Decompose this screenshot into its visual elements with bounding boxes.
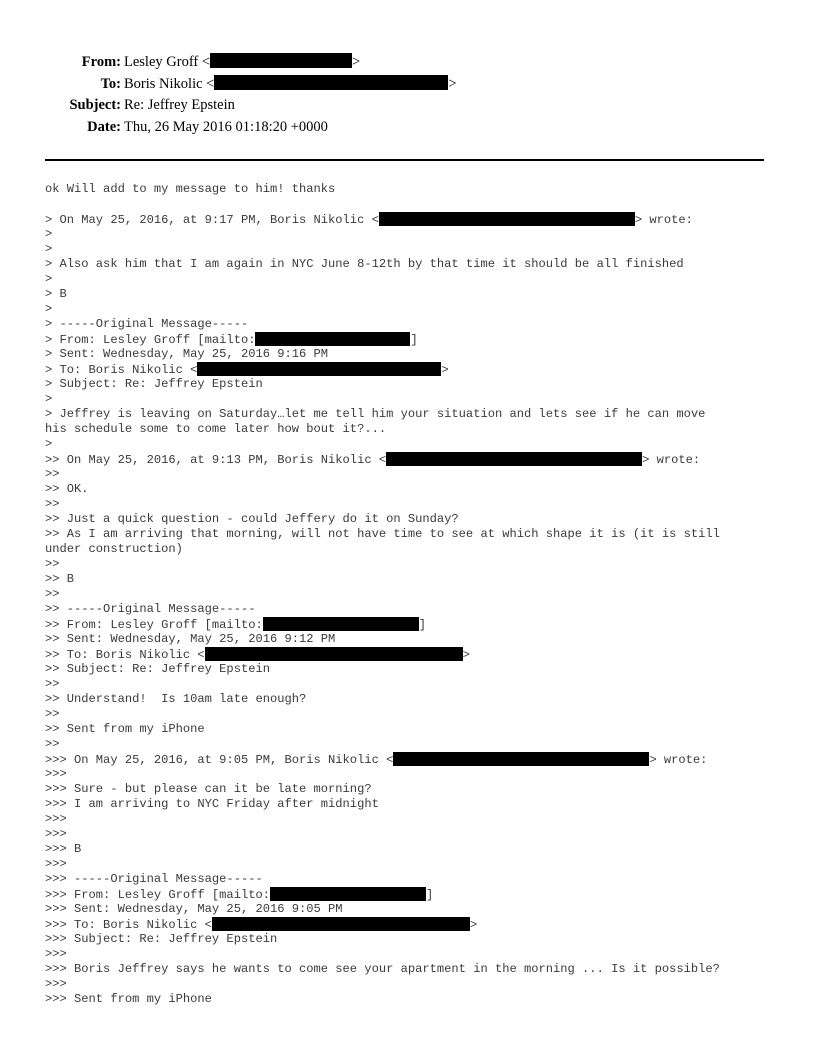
redaction-box <box>263 617 419 631</box>
body-line: > <box>45 302 53 316</box>
body-line: >>> <box>45 947 67 961</box>
redaction-box <box>386 452 642 466</box>
body-line: >>> Sent from my iPhone <box>45 992 212 1006</box>
quote-header-line: > On May 25, 2016, at 9:17 PM, Boris Nikolic < > wrote: <box>45 213 693 227</box>
body-line: >> <box>45 677 60 691</box>
body-line: > Sent: Wednesday, May 25, 2016 9:16 PM <box>45 347 329 361</box>
body-line: >>> Sure - but please can it be late morning? <box>45 782 372 796</box>
body-line: >> <box>45 467 60 481</box>
body-line: >> <box>45 587 60 601</box>
to-label: To: <box>100 75 121 92</box>
redaction-box <box>210 53 352 68</box>
subject-label: Subject: <box>69 97 121 113</box>
date-label: Date: <box>87 118 121 135</box>
quoted-from-line: > From: Lesley Groff [mailto: ] <box>45 333 418 347</box>
body-line: >>> Sent: Wednesday, May 25, 2016 9:05 PM <box>45 902 343 916</box>
redaction-box <box>379 212 635 226</box>
email-body <box>45 182 785 1007</box>
body-line: >> Just a quick question - could Jeffery do it on Sunday? <box>45 512 459 526</box>
body-line: > <box>45 272 53 286</box>
quoted-to-line: >> To: Boris Nikolic < > <box>45 648 470 662</box>
body-line: >>> Boris Jeffrey says he wants to come see your apartment in the morning ... Is it possible? <box>45 962 720 976</box>
from-row <box>0 52 816 74</box>
body-line: >> OK. <box>45 482 89 496</box>
body-line: > Also ask him that I am again in NYC June 8-12th by that time it should be all finished <box>45 257 684 271</box>
body-line: >> Sent: Wednesday, May 25, 2016 9:12 PM <box>45 632 336 646</box>
body-line: >>> <box>45 827 67 841</box>
body-line: > Jeffrey is leaving on Saturday…let me tell him your situation and lets see if he can move <box>45 407 706 421</box>
body-line: >>> <box>45 767 67 781</box>
redaction-box <box>270 887 426 901</box>
body-line: > -----Original Message----- <box>45 317 249 331</box>
body-line: >> B <box>45 572 75 586</box>
quoted-from-line: >>> From: Lesley Groff [mailto: ] <box>45 888 434 902</box>
body-line: > <box>45 437 53 451</box>
body-line: > <box>45 392 53 406</box>
body-line: ok Will add to my message to him! thanks <box>45 182 336 196</box>
from-label: From: <box>81 54 121 70</box>
body-line: > Subject: Re: Jeffrey Epstein <box>45 377 263 391</box>
redaction-box <box>212 917 470 931</box>
quote-header-line: >> On May 25, 2016, at 9:13 PM, Boris Nikolic < > wrote: <box>45 453 701 467</box>
body-line: >> <box>45 557 60 571</box>
subject-row <box>0 95 816 117</box>
to-row <box>0 74 816 96</box>
body-line: >> Subject: Re: Jeffrey Epstein <box>45 662 270 676</box>
body-line: >>> B <box>45 842 82 856</box>
body-line: > <box>45 227 53 241</box>
body-line: >>> I am arriving to NYC Friday after midnight <box>45 797 379 811</box>
body-line: >> <box>45 497 60 511</box>
body-line: >> Understand! Is 10am late enough? <box>45 692 307 706</box>
redaction-box <box>197 362 441 376</box>
to-value: Boris Nikolic < <box>124 75 215 92</box>
date-value: Thu, 26 May 2016 01:18:20 +0000 <box>124 118 328 135</box>
body-line: >>> <box>45 977 67 991</box>
body-line: >> -----Original Message----- <box>45 602 256 616</box>
header-divider <box>45 159 764 161</box>
redaction-box <box>214 75 448 90</box>
date-row <box>0 117 816 139</box>
body-line: >>> <box>45 857 67 871</box>
quoted-to-line: >>> To: Boris Nikolic < > <box>45 918 478 932</box>
body-line: >>> Subject: Re: Jeffrey Epstein <box>45 932 278 946</box>
email-header <box>0 52 816 138</box>
body-line: >> As I am arriving that morning, will not have time to see at which shape it is (it is still <box>45 527 720 541</box>
body-line: under construction) <box>45 542 183 556</box>
body-line: >> Sent from my iPhone <box>45 722 205 736</box>
body-line: >> <box>45 737 60 751</box>
body-line: his schedule some to come later how bout it?... <box>45 422 387 436</box>
body-line: > <box>45 242 53 256</box>
redaction-box <box>255 332 410 346</box>
from-value: Lesley Groff < <box>124 54 211 70</box>
redaction-box <box>205 647 463 661</box>
body-line: >>> <box>45 812 67 826</box>
body-line: > B <box>45 287 67 301</box>
subject-value: Re: Jeffrey Epstein <box>124 97 235 113</box>
quoted-to-line: > To: Boris Nikolic < > <box>45 363 449 377</box>
quoted-from-line: >> From: Lesley Groff [mailto: ] <box>45 618 426 632</box>
body-line: >> <box>45 707 60 721</box>
to-close: > <box>448 75 457 92</box>
quote-header-line: >>> On May 25, 2016, at 9:05 PM, Boris Nikolic < > wrote: <box>45 753 708 767</box>
redaction-box <box>393 752 649 766</box>
from-close: > <box>352 54 361 70</box>
body-line: >>> -----Original Message----- <box>45 872 263 886</box>
